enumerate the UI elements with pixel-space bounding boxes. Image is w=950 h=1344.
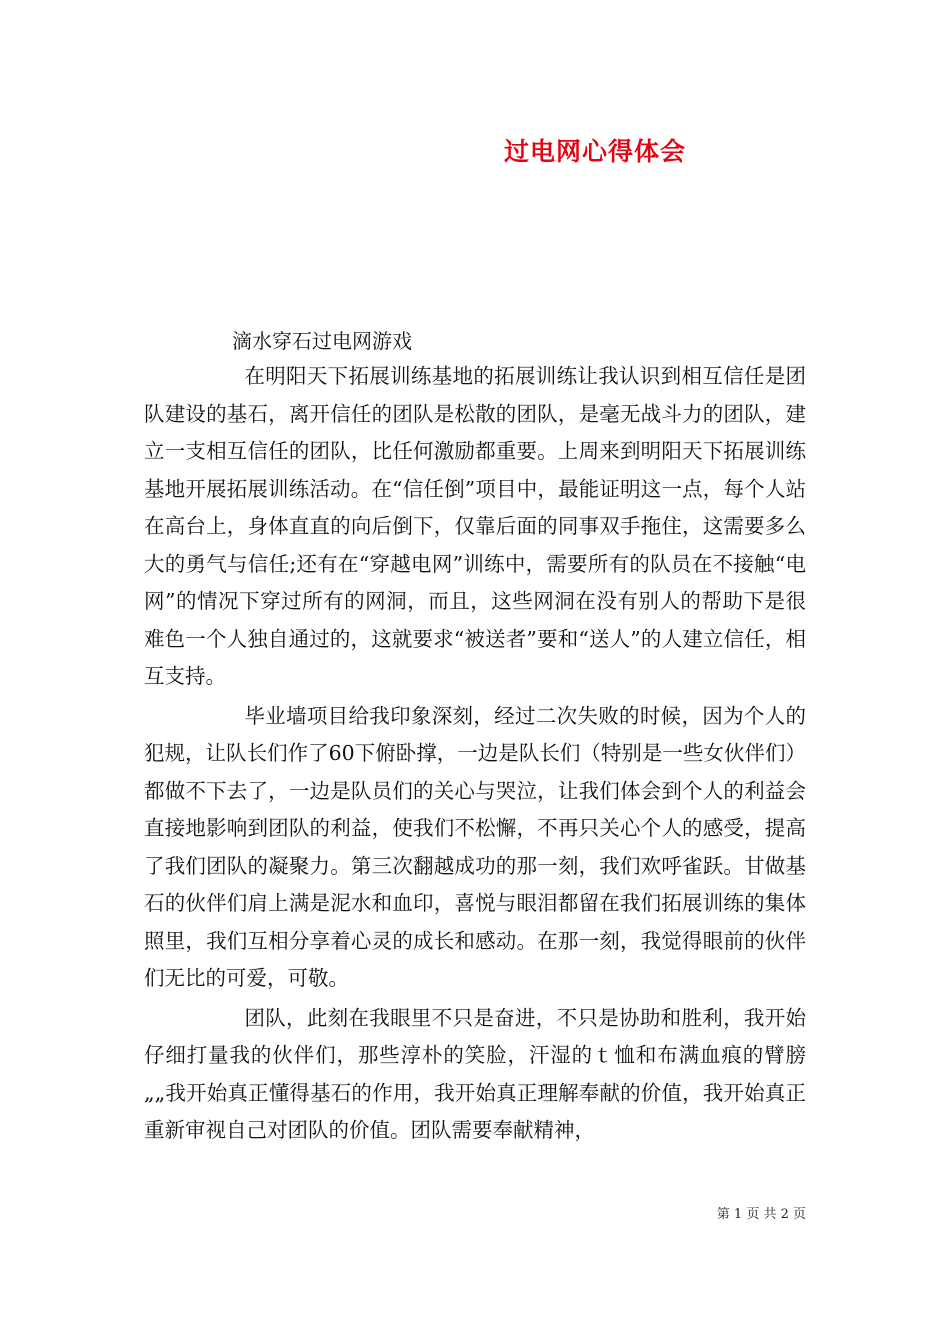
paragraph-1: 在明阳天下拓展训练基地的拓展训练让我认识到相互信任是团队建设的基石，离开信任的团队是松散的团队，是毫无战斗力的团队，建立一支相互信任的团队，比任何激励都重要。上周来到明阳天下拓展训练基地开展拓展训练活动。在“信任倒”项目中，最能证明这一点，每个人站在高台上，身体直直的向后倒下，仅靠后面的同事双手拖住，这需要多么大的勇气与信任;还有在“穿越电网”训练中，需要所有的队员在不接触“电网”的情况下穿过所有的网洞，而且，这些网洞在没有别人的帮助下是很难色一个人独自通过的，这就要求“被送者”要和“送人”的人建立信任，相互支持。 — [144, 364, 806, 688]
document-title: 过电网心得体会 — [503, 137, 686, 166]
document-body — [144, 358, 806, 1150]
document-subtitle: 滴水穿石过电网游戏 — [232, 329, 412, 353]
paragraph-2: 毕业墙项目给我印象深刻，经过二次失败的时候，因为个人的犯规，让队长们作了60下俯卧撑，一边是队长们（特别是一些女伙伴们）都做不下去了，一边是队员们的关心与哭泣，让我们体会到个人的利益会直接地影响到团队的利益，使我们不松懈，不再只关心个人的感受，提高了我们团队的凝聚力。第三次翻越成功的那一刻，我们欢呼雀跃。甘做基石的伙伴们肩上满是泥水和血印，喜悦与眼泪都留在我们拓展训练的集体照里，我们互相分享着心灵的成长和感动。在那一刻，我觉得眼前的伙伴们无比的可爱，可敬。 — [144, 703, 806, 990]
paragraph-3: 团队，此刻在我眼里不只是奋进，不只是协助和胜利，我开始仔细打量我的伙伴们，那些淳朴的笑脸，汗湿的ｔ恤和布满血痕的臂膀„„我开始真正懂得基石的作用，我开始真正理解奉献的价值，我开始真正重新审视自己对团队的价值。团队需要奉献精神， — [144, 1005, 806, 1142]
page-number-footer: 第 1 页 共 2 页 — [716, 1207, 806, 1222]
